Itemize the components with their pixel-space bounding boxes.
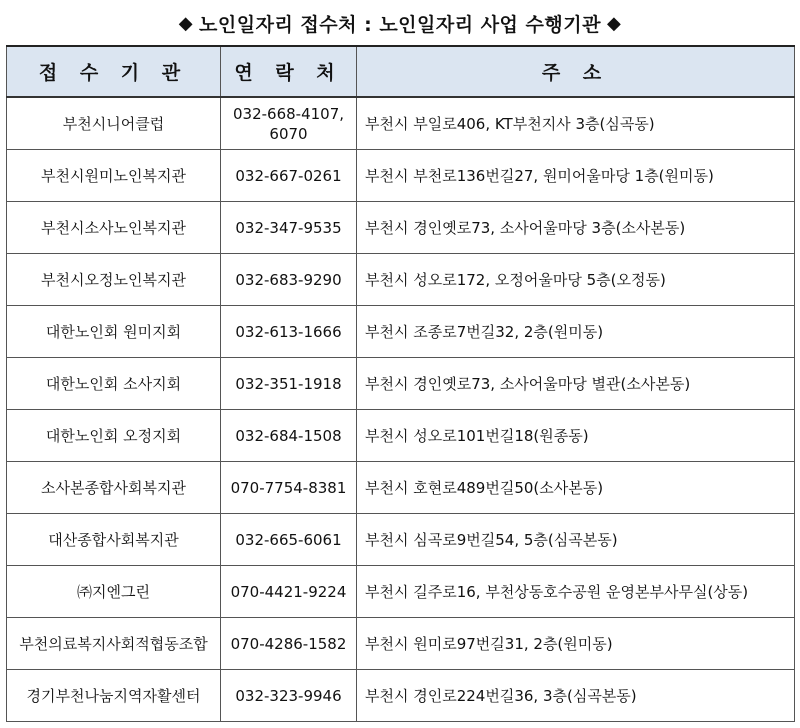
phone-cell: 070-7754-8381 bbox=[221, 462, 357, 514]
table-row bbox=[7, 670, 795, 722]
address-cell: 부천시 심곡로9번길54, 5층(심곡본동) bbox=[357, 514, 795, 566]
phone-cell: 032-347-9535 bbox=[221, 202, 357, 254]
table-row bbox=[7, 150, 795, 202]
org-cell: 대한노인회 소사지회 bbox=[7, 358, 221, 410]
phone-cell: 032-684-1508 bbox=[221, 410, 357, 462]
table-row bbox=[7, 358, 795, 410]
table-row bbox=[7, 97, 795, 150]
diamond-left-icon: ◆ bbox=[178, 12, 194, 34]
table-row bbox=[7, 202, 795, 254]
phone-ext-text: 6070 bbox=[269, 124, 308, 143]
address-cell: 부천시 성오로172, 오정어울마당 5층(오정동) bbox=[357, 254, 795, 306]
table-row bbox=[7, 514, 795, 566]
org-cell: 부천시원미노인복지관 bbox=[7, 150, 221, 202]
phone-cell: 032-683-9290 bbox=[221, 254, 357, 306]
table-row bbox=[7, 410, 795, 462]
org-cell: 대산종합사회복지관 bbox=[7, 514, 221, 566]
org-cell: 부천시소사노인복지관 bbox=[7, 202, 221, 254]
address-cell: 부천시 경인로224번길36, 3층(심곡본동) bbox=[357, 670, 795, 722]
org-cell: 부천시니어클럽 bbox=[7, 97, 221, 150]
page-title bbox=[0, 0, 800, 46]
table-row bbox=[7, 566, 795, 618]
phone-cell bbox=[221, 97, 357, 150]
address-cell: 부천시 성오로101번길18(원종동) bbox=[357, 410, 795, 462]
header-address: 주 소 bbox=[357, 46, 795, 97]
phone-cell: 032-613-1666 bbox=[221, 306, 357, 358]
header-row bbox=[7, 46, 795, 97]
title-text: 노인일자리 접수처 : 노인일자리 사업 수행기관 bbox=[199, 13, 601, 36]
address-cell: 부천시 호현로489번길50(소사본동) bbox=[357, 462, 795, 514]
address-cell: 부천시 원미로97번길31, 2층(원미동) bbox=[357, 618, 795, 670]
agency-table bbox=[6, 45, 795, 722]
org-cell: ㈜지엔그린 bbox=[7, 566, 221, 618]
address-cell: 부천시 조종로7번길32, 2층(원미동) bbox=[357, 306, 795, 358]
address-cell: 부천시 경인옛로73, 소사어울마당 별관(소사본동) bbox=[357, 358, 795, 410]
address-cell: 부천시 부천로136번길27, 원미어울마당 1층(원미동) bbox=[357, 150, 795, 202]
phone-cell: 032-667-0261 bbox=[221, 150, 357, 202]
table-row bbox=[7, 618, 795, 670]
org-cell: 대한노인회 원미지회 bbox=[7, 306, 221, 358]
phone-text: 032-668-4107, bbox=[232, 104, 345, 123]
org-cell: 소사본종합사회복지관 bbox=[7, 462, 221, 514]
address-cell: 부천시 경인옛로73, 소사어울마당 3층(소사본동) bbox=[357, 202, 795, 254]
phone-cell: 032-351-1918 bbox=[221, 358, 357, 410]
org-cell: 대한노인회 오정지회 bbox=[7, 410, 221, 462]
address-cell: 부천시 길주로16, 부천상동호수공원 운영본부사무실(상동) bbox=[357, 566, 795, 618]
org-cell: 부천시오정노인복지관 bbox=[7, 254, 221, 306]
phone-cell: 070-4286-1582 bbox=[221, 618, 357, 670]
phone-cell: 032-665-6061 bbox=[221, 514, 357, 566]
phone-cell: 032-323-9946 bbox=[221, 670, 357, 722]
header-phone: 연 락 처 bbox=[221, 46, 357, 97]
header-org: 접 수 기 관 bbox=[7, 46, 221, 97]
table-row bbox=[7, 254, 795, 306]
table-row bbox=[7, 306, 795, 358]
diamond-right-icon: ◆ bbox=[606, 12, 622, 34]
address-cell: 부천시 부일로406, KT부천지사 3층(심곡동) bbox=[357, 97, 795, 150]
phone-cell: 070-4421-9224 bbox=[221, 566, 357, 618]
org-cell: 경기부천나눔지역자활센터 bbox=[7, 670, 221, 722]
table-row bbox=[7, 462, 795, 514]
org-cell: 부천의료복지사회적협동조합 bbox=[7, 618, 221, 670]
